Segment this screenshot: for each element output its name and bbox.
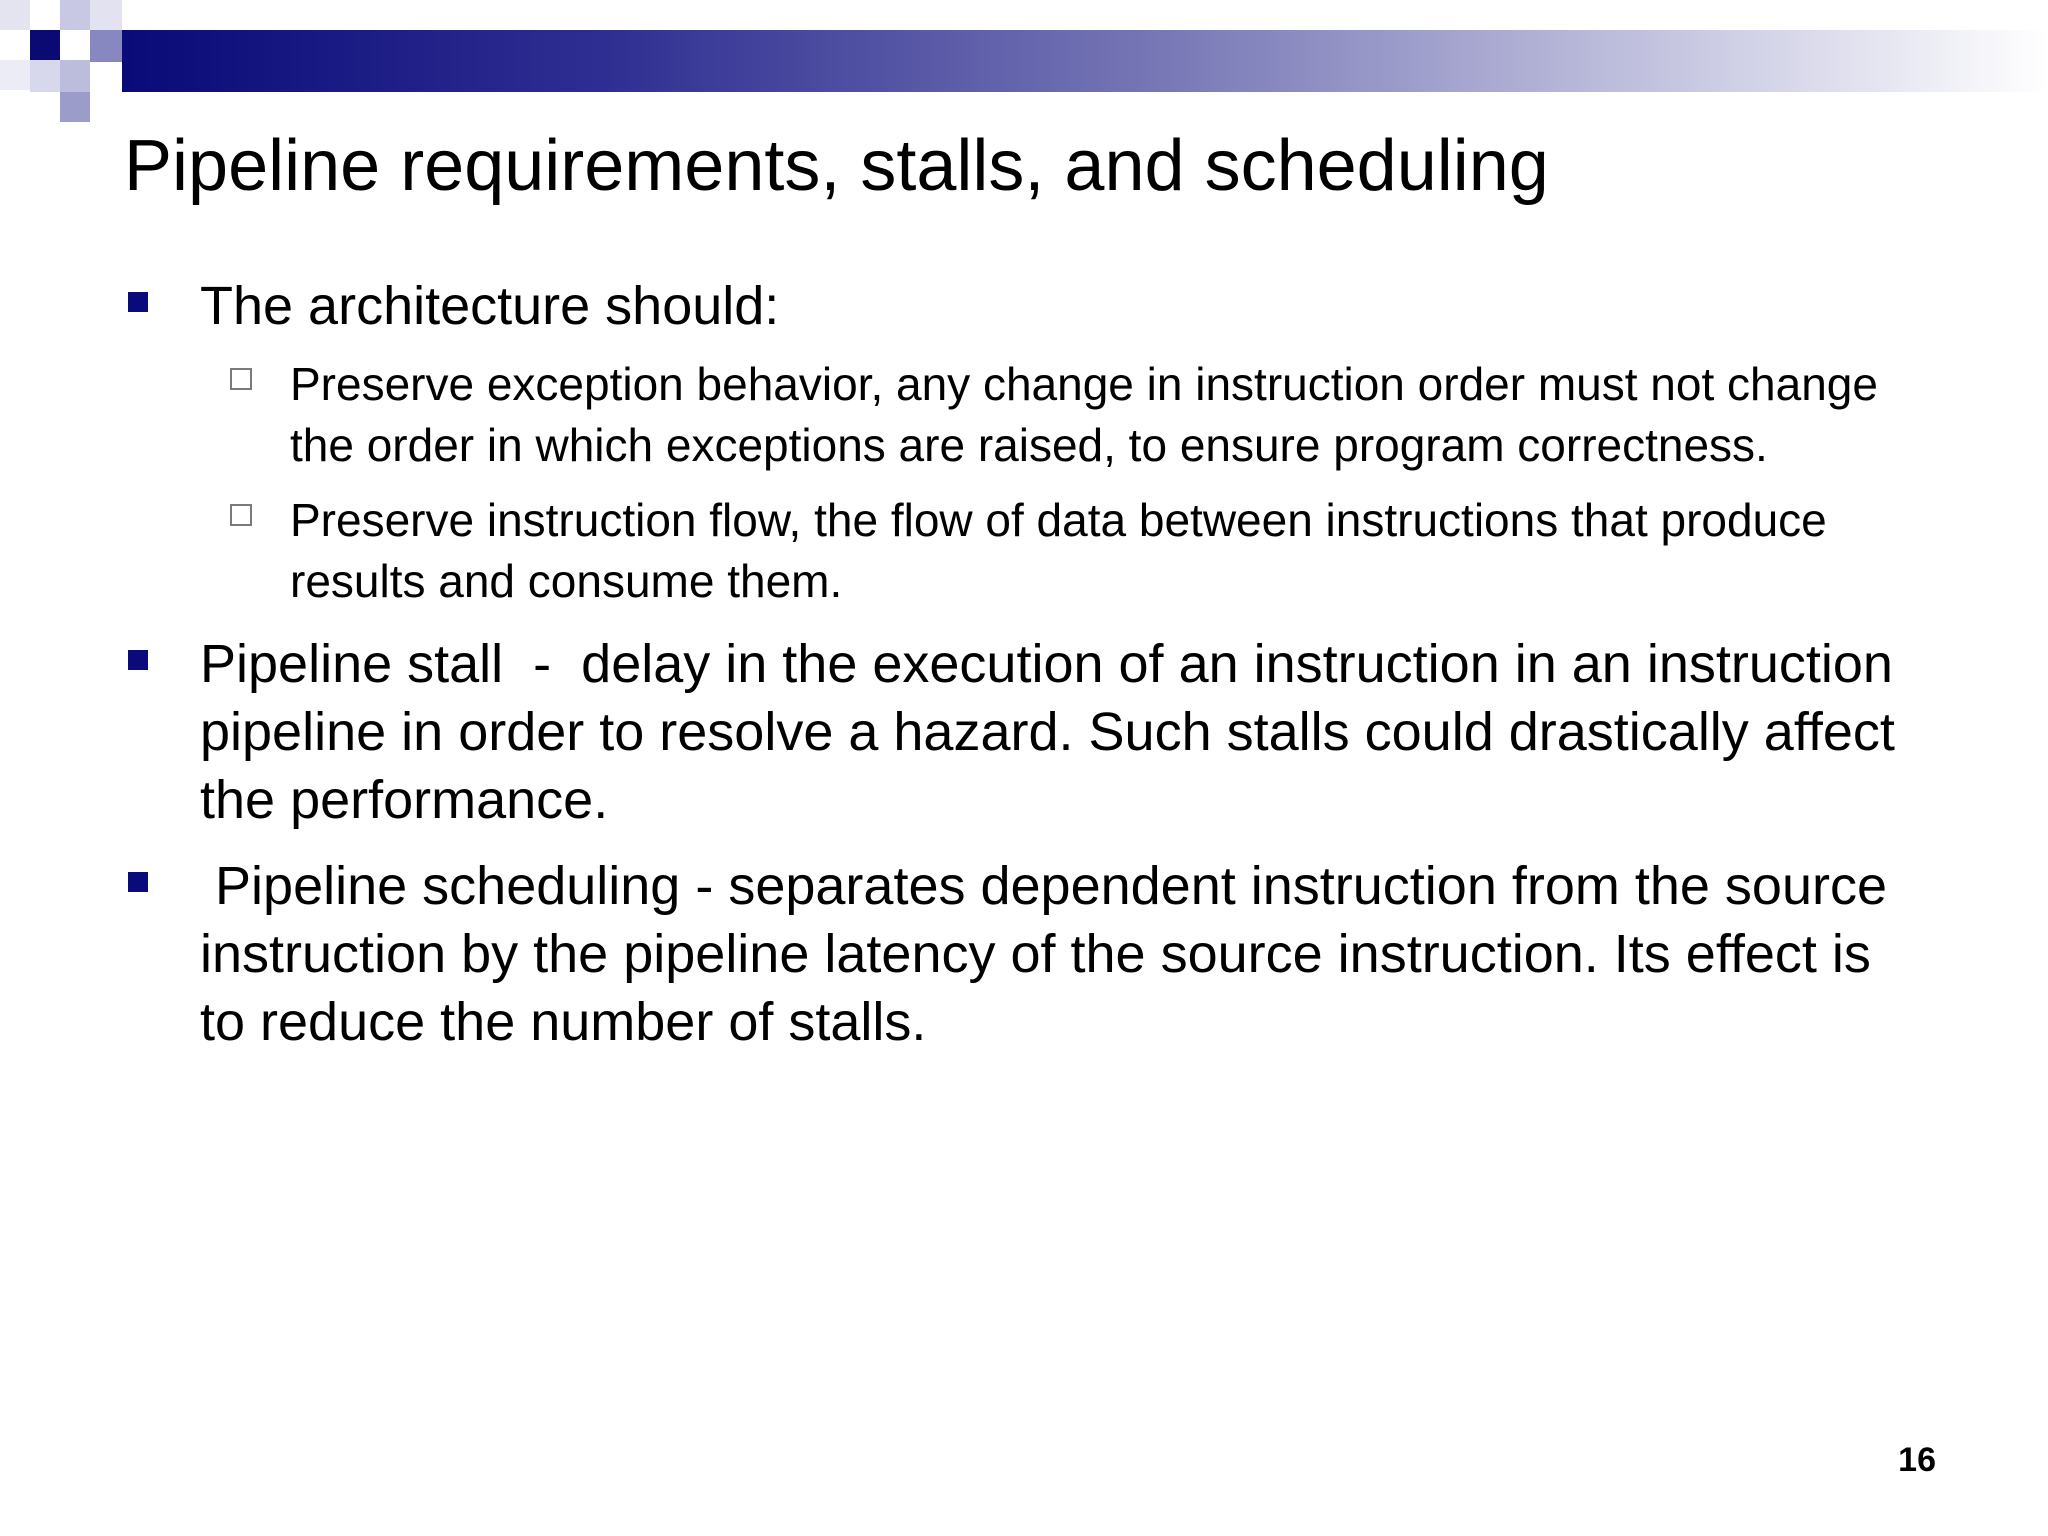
decor-square [0, 0, 30, 30]
decor-square [60, 92, 90, 122]
square-bullet-icon [128, 872, 148, 892]
bullet-item [124, 852, 1924, 1056]
decor-square [60, 0, 90, 30]
bullet-item [124, 630, 1924, 834]
sub-bullet-text: Preserve exception behavior, any change in instruction order must not change the order in which exceptions are raised, to ensure program correctness. [290, 358, 1878, 471]
decor-square [30, 60, 60, 92]
bullet-item [124, 272, 1924, 340]
hollow-square-bullet-icon [230, 504, 252, 526]
slide-title: Pipeline requirements, stalls, and scheduling [124, 126, 1549, 206]
decor-square [90, 0, 122, 30]
header-gradient-bar [122, 30, 2048, 92]
decor-square [30, 30, 60, 60]
bullet-text: The architecture should: [200, 276, 780, 336]
decor-square [0, 60, 30, 90]
square-bullet-icon [128, 292, 148, 312]
square-bullet-icon [128, 650, 148, 670]
sub-bullet-item [124, 490, 1924, 612]
page-number: 16 [1898, 1441, 1936, 1479]
hollow-square-bullet-icon [230, 368, 252, 390]
bullet-text: Pipeline stall - delay in the execution of an instruction in an instruction pipeline in order to resolve a hazard. Such stalls could drastically affect the performance. [200, 634, 1910, 830]
bullet-text: Pipeline scheduling - separates dependent instruction from the source instruction by the pipeline latency of the source instruction. Its effect is to reduce the number of stalls. [200, 856, 1903, 1052]
sub-bullet-item [124, 354, 1924, 476]
sub-bullet-text: Preserve instruction flow, the flow of data between instructions that produce results and consume them. [290, 494, 1827, 607]
decor-square [90, 30, 122, 62]
decor-square [60, 60, 90, 92]
slide-content [124, 272, 1924, 1056]
